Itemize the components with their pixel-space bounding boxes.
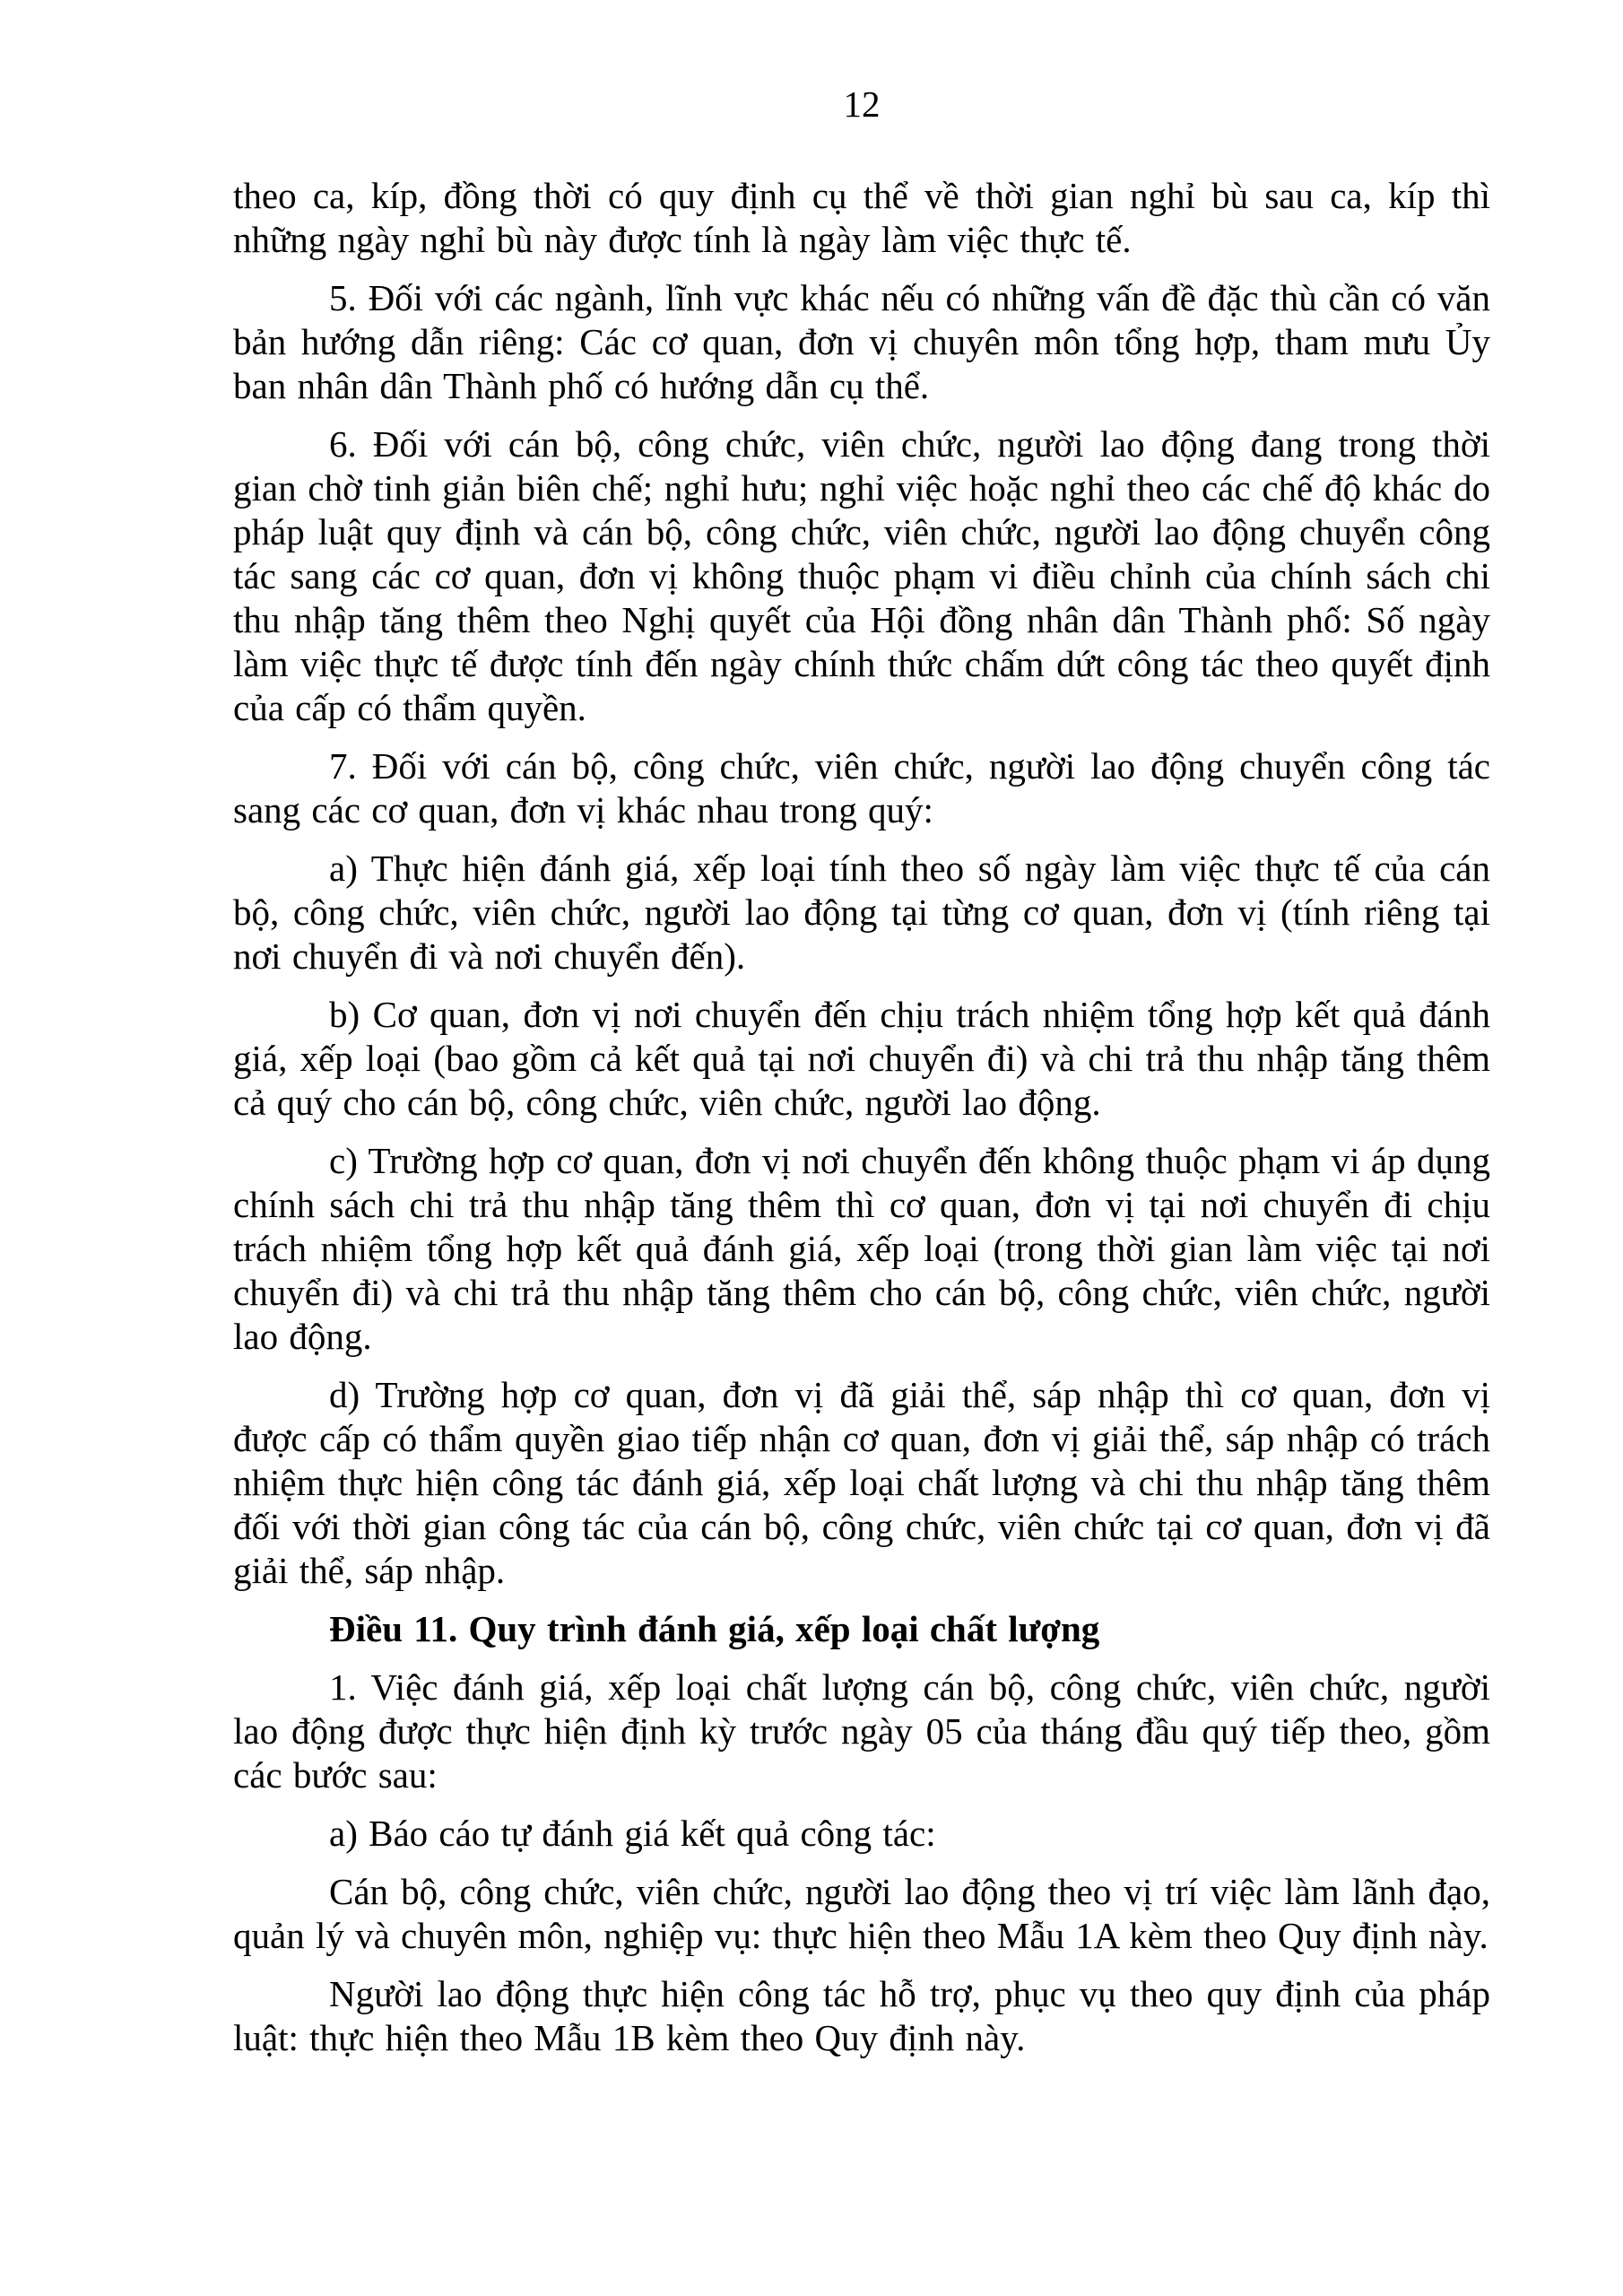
paragraph: 1. Việc đánh giá, xếp loại chất lượng cán bộ, công chức, viên chức, người lao động được thực hiện định kỳ trước ngày 05 của tháng đầu quý tiếp theo, gồm các bước sau: — [233, 1666, 1490, 1796]
paragraph: a) Thực hiện đánh giá, xếp loại tính theo số ngày làm việc thực tế của cán bộ, công chức, viên chức, người lao động tại từng cơ quan, đơn vị (tính riêng tại nơi chuyển đi và nơi chuyển đến). — [233, 848, 1490, 977]
paragraph: 7. Đối với cán bộ, công chức, viên chức, người lao động chuyển công tác sang các cơ quan, đơn vị khác nhau trong quý: — [233, 745, 1490, 831]
paragraph: Cán bộ, công chức, viên chức, người lao động theo vị trí việc làm lãnh đạo, quản lý và chuyên môn, nghiệp vụ: thực hiện theo Mẫu 1A kèm theo Quy định này. — [233, 1871, 1490, 1956]
paragraph: 5. Đối với các ngành, lĩnh vực khác nếu có những vấn đề đặc thù cần có văn bản hướng dẫn riêng: Các cơ quan, đơn vị chuyên môn tổng hợp, tham mưu Ủy ban nhân dân Thành phố có hướng dẫn cụ thể. — [233, 277, 1490, 406]
paragraph: 6. Đối với cán bộ, công chức, viên chức, người lao động đang trong thời gian chờ tinh giản biên chế; nghỉ hưu; nghỉ việc hoặc nghỉ theo các chế độ khác do pháp luật quy định và cán bộ, công chức, viên chức, người lao động chuyển công tác sang các cơ quan, đơn vị không thuộc phạm vi điều chỉnh của chính sách chi thu nhập tăng thêm theo Nghị quyết của Hội đồng nhân dân Thành phố: Số ngày làm việc thực tế được tính đến ngày chính thức chấm dứt công tác theo quyết định của cấp có thẩm quyền. — [233, 423, 1490, 728]
paragraph: b) Cơ quan, đơn vị nơi chuyển đến chịu trách nhiệm tổng hợp kết quả đánh giá, xếp loại (bao gồm cả kết quả tại nơi chuyển đi) và chi trả thu nhập tăng thêm cả quý cho cán bộ, công chức, viên chức, người lao động. — [233, 994, 1490, 1123]
paragraph: a) Báo cáo tự đánh giá kết quả công tác: — [329, 1813, 936, 1854]
page-number: 12 — [843, 83, 881, 125]
paragraph: theo ca, kíp, đồng thời có quy định cụ thể về thời gian nghỉ bù sau ca, kíp thì những ngày nghỉ bù này được tính là ngày làm việc thực tế. — [233, 175, 1490, 260]
paragraph: c) Trường hợp cơ quan, đơn vị nơi chuyển đến không thuộc phạm vi áp dụng chính sách chi trả thu nhập tăng thêm thì cơ quan, đơn vị tại nơi chuyển đi chịu trách nhiệm tổng hợp kết quả đánh giá, xếp loại (trong thời gian làm việc tại nơi chuyển đi) và chi trả thu nhập tăng thêm cho cán bộ, công chức, viên chức, người lao động. — [233, 1140, 1490, 1357]
paragraph: Người lao động thực hiện công tác hỗ trợ, phục vụ theo quy định của pháp luật: thực hiện theo Mẫu 1B kèm theo Quy định này. — [233, 1973, 1490, 2058]
article-heading: Điều 11. Quy trình đánh giá, xếp loại chất lượng — [329, 1608, 1100, 1649]
document-body — [233, 174, 1490, 2060]
paragraph: d) Trường hợp cơ quan, đơn vị đã giải thể, sáp nhập thì cơ quan, đơn vị được cấp có thẩm quyền giao tiếp nhận cơ quan, đơn vị giải thể, sáp nhập có trách nhiệm thực hiện công tác đánh giá, xếp loại chất lượng và chi thu nhập tăng thêm đối với thời gian công tác của cán bộ, công chức, viên chức tại cơ quan, đơn vị đã giải thể, sáp nhập. — [233, 1374, 1490, 1591]
